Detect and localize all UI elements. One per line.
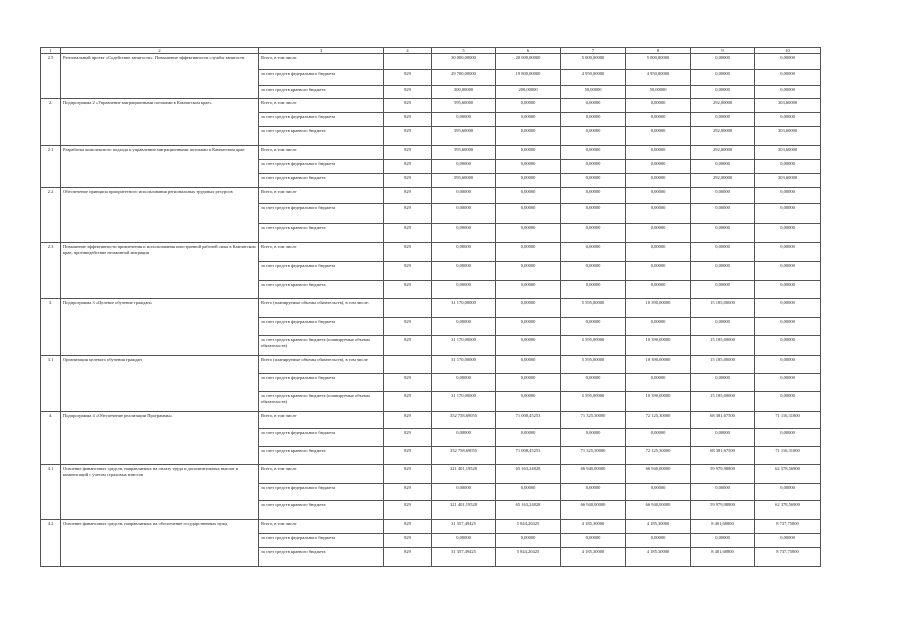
amount-col-6: 0,00000 (496, 174, 561, 188)
amount-col-10: 0,00000 (755, 204, 821, 224)
amount-col-7: 0,00000 (561, 174, 626, 188)
amount-col-8: 0,00000 (626, 113, 691, 127)
budget-code: 829 (384, 224, 432, 243)
amount-col-9: 0,00000 (691, 224, 755, 243)
activity-name: Разработка комплексного подхода к управлению миграционными потоками в Камчатском крае (61, 146, 259, 188)
amount-col-8: 0,00000 (626, 204, 691, 224)
amount-col-9: 292,00000 (691, 174, 755, 188)
amount-col-6: 0,00000 (496, 188, 561, 204)
amount-col-5: 0,00000 (432, 224, 496, 243)
amount-col-5: 0,00000 (432, 160, 496, 174)
amount-col-10: 303,60000 (755, 127, 821, 146)
amount-col-6: 71 008,45253 (496, 412, 561, 429)
amount-col-8: 0,00000 (626, 146, 691, 160)
row-number: 4. (41, 412, 61, 465)
amount-col-9: 68 381,67500 (691, 412, 755, 429)
amount-col-10: 0,00000 (755, 318, 821, 336)
amount-col-9: 292,00000 (691, 146, 755, 160)
amount-col-5: 30 000,00000 (432, 54, 496, 70)
amount-col-10: 0,00000 (755, 54, 821, 70)
amount-col-5: 595,60000 (432, 174, 496, 188)
amount-col-7: 0,00000 (561, 262, 626, 281)
amount-col-9: 0,00000 (691, 484, 755, 501)
amount-col-5: 31 357,49425 (432, 548, 496, 567)
amount-col-9: 0,00000 (691, 243, 755, 262)
activity-name: Повышение эффективности привлечения и использования иностранной рабочей силы в Камчатском крае, противодействие незаконной миграции (61, 243, 259, 299)
amount-col-8: 4 185,30000 (626, 548, 691, 567)
funding-source: за счет средств краевого бюджета (259, 86, 384, 99)
budget-table (40, 47, 821, 567)
budget-code: 829 (384, 412, 432, 429)
amount-col-10: 0,00000 (755, 281, 821, 299)
amount-col-5: 321 401,19528 (432, 465, 496, 484)
amount-col-7: 0,00000 (561, 534, 626, 548)
amount-col-6: 5 844,20425 (496, 548, 561, 567)
amount-col-9: 0,00000 (691, 54, 755, 70)
amount-col-6: 0,00000 (496, 484, 561, 501)
budget-code: 829 (384, 127, 432, 146)
row-number: 2.1 (41, 146, 61, 188)
budget-code: 829 (384, 520, 432, 534)
activity-name: Подпрограмма 4 «Обеспечение реализации Программы» (61, 412, 259, 465)
amount-col-6: 0,00000 (496, 204, 561, 224)
amount-col-8: 0,00000 (626, 243, 691, 262)
amount-col-6: 0,00000 (496, 392, 561, 412)
amount-col-5: 321 401,19528 (432, 501, 496, 520)
budget-code: 829 (384, 262, 432, 281)
amount-col-9: 0,00000 (691, 70, 755, 86)
funding-source: за счет средств краевого бюджета (259, 548, 384, 567)
amount-col-5: 0,00000 (432, 429, 496, 447)
amount-col-7: 5 595,00000 (561, 299, 626, 318)
budget-code: 829 (384, 204, 432, 224)
header-col-10: 10 (755, 48, 821, 54)
table-row (41, 299, 821, 318)
amount-col-9: 0,00000 (691, 113, 755, 127)
amount-col-9: 0,00000 (691, 86, 755, 99)
amount-col-10: 0,00000 (755, 336, 821, 356)
funding-source: за счет средств федерального бюджета (259, 374, 384, 392)
funding-source: за счет средств краевого бюджета (планируемые объемы обязательств) (259, 336, 384, 356)
amount-col-10: 0,00000 (755, 86, 821, 99)
amount-col-7: 0,00000 (561, 374, 626, 392)
budget-code (384, 299, 432, 318)
funding-source: за счет средств федерального бюджета (259, 204, 384, 224)
amount-col-7: 71 325,30000 (561, 447, 626, 465)
table-row (41, 188, 821, 204)
amount-col-7: 0,00000 (561, 146, 626, 160)
amount-col-8: 4 185,30000 (626, 520, 691, 534)
amount-col-9: 59 979,98800 (691, 501, 755, 520)
funding-source: за счет средств краевого бюджета (259, 501, 384, 520)
amount-col-9: 0,00000 (691, 534, 755, 548)
amount-col-10: 0,00000 (755, 113, 821, 127)
header-col-9: 9 (691, 48, 755, 54)
amount-col-8: 0,00000 (626, 262, 691, 281)
funding-source: Всего, в том числе (259, 188, 384, 204)
amount-col-6: 0,00000 (496, 262, 561, 281)
budget-table-page (40, 47, 820, 567)
amount-col-9: 8 401,68800 (691, 548, 755, 567)
funding-source: за счет средств краевого бюджета (259, 281, 384, 299)
activity-name: Региональный проект «Содействие занятости». Повышение эффективности службы занятости (61, 54, 259, 99)
amount-col-9: 0,00000 (691, 374, 755, 392)
amount-col-7: 5 595,00000 (561, 336, 626, 356)
amount-col-10: 303,60000 (755, 99, 821, 113)
amount-col-10: 0,00000 (755, 374, 821, 392)
amount-col-6: 0,00000 (496, 356, 561, 374)
amount-col-6: 0,00000 (496, 374, 561, 392)
table-row (41, 412, 821, 429)
funding-source: за счет средств федерального бюджета (259, 318, 384, 336)
amount-col-6: 0,00000 (496, 127, 561, 146)
amount-col-10: 0,00000 (755, 534, 821, 548)
amount-col-5: 595,60000 (432, 99, 496, 113)
amount-col-5: 352 758,69055 (432, 412, 496, 429)
header-col-3: 3 (259, 48, 384, 54)
amount-col-9: 0,00000 (691, 429, 755, 447)
header-col-7: 7 (561, 48, 626, 54)
amount-col-7: 66 940,00000 (561, 501, 626, 520)
budget-code: 829 (384, 146, 432, 160)
amount-col-6: 0,00000 (496, 113, 561, 127)
amount-col-5: 352 758,69055 (432, 447, 496, 465)
table-body (41, 54, 821, 567)
budget-code: 829 (384, 465, 432, 484)
amount-col-10: 303,60000 (755, 146, 821, 160)
amount-col-10: 0,00000 (755, 70, 821, 86)
amount-col-9: 59 979,98800 (691, 465, 755, 484)
funding-source: Всего, в том числе (259, 243, 384, 262)
amount-col-8: 0,00000 (626, 127, 691, 146)
amount-col-9: 0,00000 (691, 160, 755, 174)
amount-col-7: 0,00000 (561, 99, 626, 113)
amount-col-8: 10 390,00000 (626, 356, 691, 374)
funding-source: Всего (планируемые объемы обязательств), в том числе: (259, 299, 384, 318)
budget-code: 829 (384, 374, 432, 392)
amount-col-8: 0,00000 (626, 188, 691, 204)
amount-col-6: 0,00000 (496, 146, 561, 160)
header-col-5: 5 (432, 48, 496, 54)
budget-code: 829 (384, 243, 432, 262)
funding-source: Всего, в том числе (259, 54, 384, 70)
amount-col-10: 0,00000 (755, 392, 821, 412)
amount-col-6: 0,00000 (496, 99, 561, 113)
amount-col-7: 0,00000 (561, 224, 626, 243)
amount-col-8: 66 940,00000 (626, 465, 691, 484)
amount-col-7: 0,00000 (561, 160, 626, 174)
amount-col-7: 0,00000 (561, 281, 626, 299)
amount-col-6: 65 163,24828 (496, 465, 561, 484)
funding-source: за счет средств федерального бюджета (259, 534, 384, 548)
amount-col-9: 0,00000 (691, 204, 755, 224)
amount-col-7: 4 185,30000 (561, 520, 626, 534)
row-number: 2.2 (41, 188, 61, 243)
amount-col-5: 31 170,00000 (432, 392, 496, 412)
amount-col-10: 71 116,31000 (755, 447, 821, 465)
amount-col-10: 0,00000 (755, 356, 821, 374)
funding-source: Всего, в том числе (259, 412, 384, 429)
amount-col-8: 4 950,00000 (626, 70, 691, 86)
funding-source: за счет средств федерального бюджета (259, 484, 384, 501)
amount-col-8: 5 000,00000 (626, 54, 691, 70)
amount-col-9: 68 381,67500 (691, 447, 755, 465)
funding-source: за счет средств федерального бюджета (259, 70, 384, 86)
amount-col-7: 4 185,30000 (561, 548, 626, 567)
amount-col-6: 0,00000 (496, 224, 561, 243)
row-number: 4.1 (41, 465, 61, 520)
amount-col-5: 0,00000 (432, 188, 496, 204)
row-number: 2. (41, 99, 61, 146)
amount-col-9: 0,00000 (691, 281, 755, 299)
amount-col-10: 62 378,56900 (755, 501, 821, 520)
table-row (41, 520, 821, 534)
amount-col-5: 29 700,00000 (432, 70, 496, 86)
header-col-4: 4 (384, 48, 432, 54)
amount-col-9: 292,00000 (691, 99, 755, 113)
activity-name: Подпрограмма 3 «Целевое обучение граждан» (61, 299, 259, 356)
amount-col-6: 0,00000 (496, 299, 561, 318)
amount-col-10: 0,00000 (755, 160, 821, 174)
amount-col-7: 50,00000 (561, 86, 626, 99)
amount-col-10: 62 378,56900 (755, 465, 821, 484)
budget-code: 829 (384, 99, 432, 113)
amount-col-7: 0,00000 (561, 429, 626, 447)
funding-source: за счет средств краевого бюджета (259, 127, 384, 146)
amount-col-10: 0,00000 (755, 243, 821, 262)
funding-source: за счет средств краевого бюджета (259, 224, 384, 243)
funding-source: за счет средств федерального бюджета (259, 429, 384, 447)
budget-code: 829 (384, 70, 432, 86)
amount-col-8: 0,00000 (626, 534, 691, 548)
amount-col-9: 0,00000 (691, 188, 755, 204)
amount-col-8: 0,00000 (626, 174, 691, 188)
activity-name: Организация целевого обучения граждан (61, 356, 259, 412)
amount-col-5: 0,00000 (432, 243, 496, 262)
amount-col-5: 31 357,49425 (432, 520, 496, 534)
amount-col-6: 65 163,24828 (496, 501, 561, 520)
amount-col-5: 0,00000 (432, 318, 496, 336)
budget-code: 829 (384, 318, 432, 336)
amount-col-10: 8 737,75800 (755, 520, 821, 534)
table-row (41, 54, 821, 70)
amount-col-10: 0,00000 (755, 484, 821, 501)
header-col-8: 8 (626, 48, 691, 54)
amount-col-6: 5 844,20425 (496, 520, 561, 534)
funding-source: Всего, в том числе (259, 99, 384, 113)
amount-col-6: 200,00000 (496, 86, 561, 99)
amount-col-5: 595,60000 (432, 146, 496, 160)
row-number: 3.1 (41, 356, 61, 412)
budget-code: 829 (384, 501, 432, 520)
amount-col-8: 0,00000 (626, 224, 691, 243)
amount-col-5: 0,00000 (432, 534, 496, 548)
amount-col-7: 0,00000 (561, 127, 626, 146)
amount-col-9: 0,00000 (691, 262, 755, 281)
amount-col-5: 31 170,00000 (432, 336, 496, 356)
amount-col-5: 300,00000 (432, 86, 496, 99)
amount-col-10: 0,00000 (755, 299, 821, 318)
funding-source: за счет средств федерального бюджета (259, 160, 384, 174)
amount-col-6: 0,00000 (496, 318, 561, 336)
amount-col-8: 0,00000 (626, 318, 691, 336)
amount-col-8: 66 940,00000 (626, 501, 691, 520)
budget-code: 829 (384, 188, 432, 204)
amount-col-7: 71 325,30000 (561, 412, 626, 429)
table-row (41, 356, 821, 374)
amount-col-10: 71 116,31000 (755, 412, 821, 429)
budget-code: 829 (384, 484, 432, 501)
amount-col-8: 0,00000 (626, 281, 691, 299)
amount-col-9: 8 401,68800 (691, 520, 755, 534)
amount-col-5: 0,00000 (432, 262, 496, 281)
funding-source: за счет средств федерального бюджета (259, 113, 384, 127)
activity-name: Обеспечение принципа приоритетного использования региональных трудовых ресурсов (61, 188, 259, 243)
funding-source: Всего, в том числе (259, 465, 384, 484)
amount-col-7: 5 000,00000 (561, 54, 626, 70)
amount-col-9: 15 185,00000 (691, 336, 755, 356)
amount-col-8: 10 390,00000 (626, 392, 691, 412)
amount-col-5: 0,00000 (432, 113, 496, 127)
budget-code (384, 356, 432, 374)
amount-col-7: 0,00000 (561, 318, 626, 336)
amount-col-8: 72 125,30000 (626, 412, 691, 429)
amount-col-5: 31 170,00000 (432, 299, 496, 318)
amount-col-10: 0,00000 (755, 429, 821, 447)
header-col-2: 2 (61, 48, 259, 54)
amount-col-8: 50,00000 (626, 86, 691, 99)
funding-source: Всего, в том числе (259, 520, 384, 534)
amount-col-5: 0,00000 (432, 484, 496, 501)
amount-col-6: 0,00000 (496, 243, 561, 262)
amount-col-9: 0,00000 (691, 318, 755, 336)
amount-col-5: 31 170,00000 (432, 356, 496, 374)
amount-col-6: 0,00000 (496, 534, 561, 548)
header-col-1: 1 (41, 48, 61, 54)
amount-col-5: 0,00000 (432, 374, 496, 392)
activity-name: Подпрограмма 2 «Управление миграционными потоками в Камчатском крае» (61, 99, 259, 146)
funding-source: за счет средств федерального бюджета (259, 262, 384, 281)
funding-source: Всего, в том числе (259, 146, 384, 160)
budget-code: 829 (384, 174, 432, 188)
amount-col-7: 0,00000 (561, 243, 626, 262)
budget-code: 829 (384, 113, 432, 127)
amount-col-8: 0,00000 (626, 160, 691, 174)
amount-col-6: 0,00000 (496, 281, 561, 299)
amount-col-9: 292,00000 (691, 127, 755, 146)
amount-col-6: 71 008,45253 (496, 447, 561, 465)
row-number: 3. (41, 299, 61, 356)
amount-col-6: 0,00000 (496, 160, 561, 174)
funding-source: Всего (планируемые объемы обязательств), в том числе (259, 356, 384, 374)
amount-col-6: 20 000,00000 (496, 54, 561, 70)
budget-code: 829 (384, 548, 432, 567)
amount-col-8: 0,00000 (626, 484, 691, 501)
amount-col-7: 0,00000 (561, 484, 626, 501)
amount-col-9: 15 185,00000 (691, 356, 755, 374)
amount-col-6: 0,00000 (496, 429, 561, 447)
funding-source: за счет средств краевого бюджета (259, 447, 384, 465)
amount-col-10: 303,60000 (755, 174, 821, 188)
amount-col-10: 0,00000 (755, 188, 821, 204)
funding-source: за счет средств краевого бюджета (планируемые объемы обязательств) (259, 392, 384, 412)
table-row (41, 243, 821, 262)
budget-code: 829 (384, 336, 432, 356)
amount-col-8: 0,00000 (626, 99, 691, 113)
table-row (41, 146, 821, 160)
budget-code: 829 (384, 447, 432, 465)
amount-col-7: 5 595,00000 (561, 356, 626, 374)
amount-col-7: 0,00000 (561, 204, 626, 224)
amount-col-7: 66 940,00000 (561, 465, 626, 484)
amount-col-10: 0,00000 (755, 262, 821, 281)
amount-col-6: 19 800,00000 (496, 70, 561, 86)
amount-col-8: 10 390,00000 (626, 336, 691, 356)
activity-name: Освоение финансовых средств, направляемых на обеспечение государственных нужд (61, 520, 259, 567)
header-col-6: 6 (496, 48, 561, 54)
activity-name: Освоение финансовых средств, направляемых на оплату труда и дополнительных выплат и компенсаций с учетом страховых взносов (61, 465, 259, 520)
amount-col-5: 0,00000 (432, 204, 496, 224)
budget-code: 829 (384, 281, 432, 299)
row-number: 2.5 (41, 54, 61, 99)
budget-code: 829 (384, 160, 432, 174)
row-number: 2.3 (41, 243, 61, 299)
amount-col-5: 0,00000 (432, 281, 496, 299)
amount-col-5: 595,60000 (432, 127, 496, 146)
amount-col-6: 0,00000 (496, 336, 561, 356)
budget-code (384, 54, 432, 70)
budget-code: 829 (384, 392, 432, 412)
amount-col-8: 10 390,00000 (626, 299, 691, 318)
amount-col-10: 8 737,75800 (755, 548, 821, 567)
row-number: 4.2 (41, 520, 61, 567)
amount-col-7: 4 950,00000 (561, 70, 626, 86)
amount-col-9: 15 185,00000 (691, 392, 755, 412)
amount-col-10: 0,00000 (755, 224, 821, 243)
table-row (41, 465, 821, 484)
amount-col-9: 15 185,00000 (691, 299, 755, 318)
amount-col-8: 0,00000 (626, 374, 691, 392)
amount-col-8: 0,00000 (626, 429, 691, 447)
amount-col-7: 0,00000 (561, 113, 626, 127)
budget-code: 829 (384, 429, 432, 447)
budget-code: 829 (384, 86, 432, 99)
amount-col-8: 72 125,30000 (626, 447, 691, 465)
amount-col-7: 5 595,00000 (561, 392, 626, 412)
budget-code: 829 (384, 534, 432, 548)
funding-source: за счет средств краевого бюджета (259, 174, 384, 188)
table-row (41, 99, 821, 113)
amount-col-7: 0,00000 (561, 188, 626, 204)
